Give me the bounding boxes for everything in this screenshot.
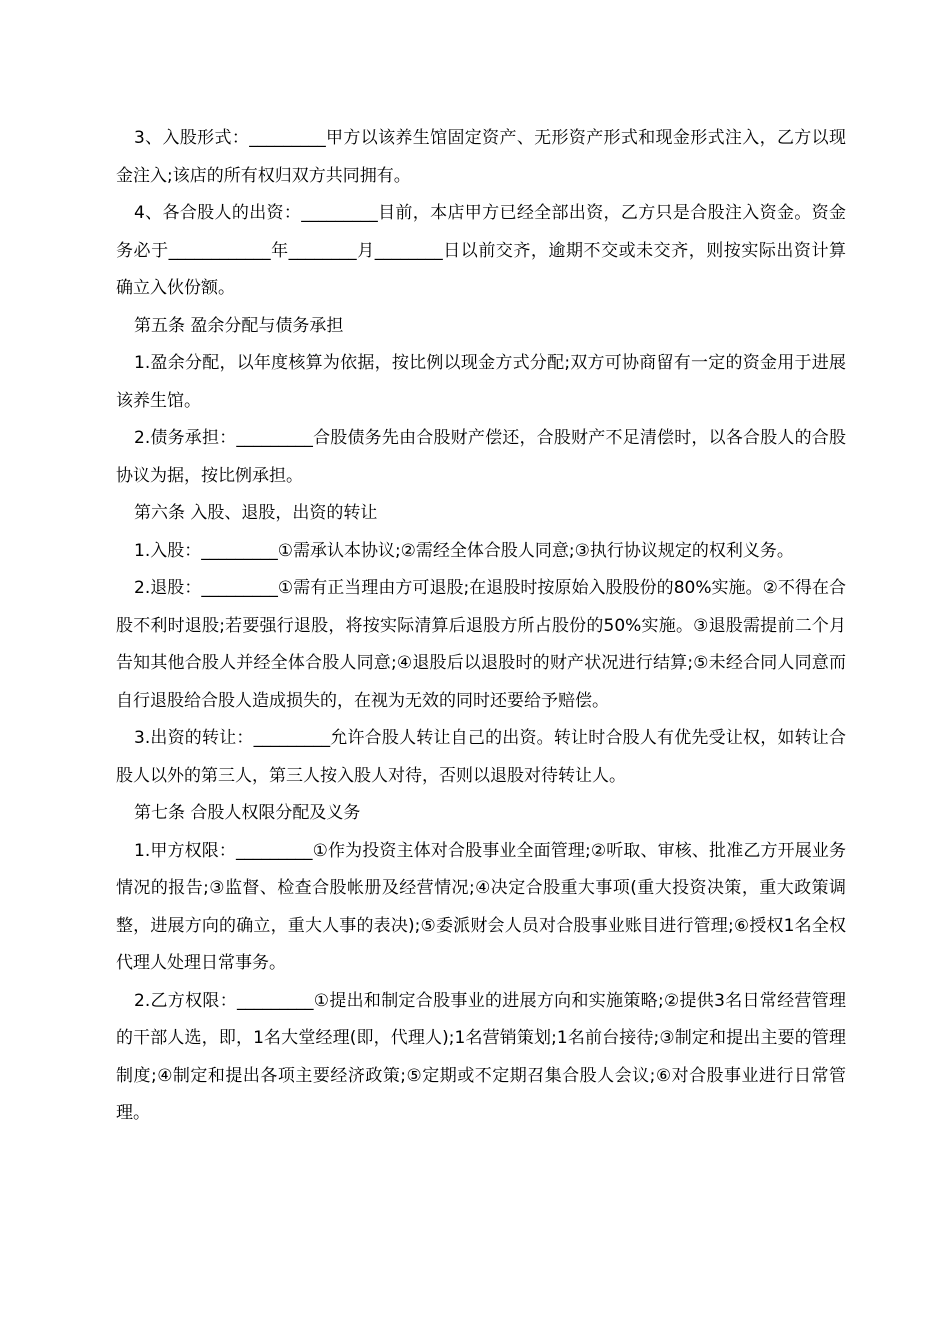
clause-profit-distribution: 1.盈余分配，以年度核算为依据，按比例以现金方式分配;双方可协商留有一定的资金用于进展该养生馆。: [116, 353, 846, 411]
clause-withdrawal: 2.退股：_________①需有正当理由方可退股;在退股时按原始入股股份的80%实施。②不得在合股不利时退股;若要强行退股，将按实际清算后退股方所占股份的50%实施。③退股需提前二个月告知其他合股人并经全体合股人同意;④退股后以退股时的财产状况进行结算;⑤未经合同人同意而自行退股给合股人造成损失的，在视为无效的同时还要给予赔偿。: [116, 578, 846, 711]
document-body: [116, 120, 846, 1133]
clause-investment-form: 3、入股形式：_________甲方以该养生馆固定资产、无形资产形式和现金形式注入，乙方以现金注入;该店的所有权归双方共同拥有。: [116, 128, 846, 186]
clause-joining: 1.入股：_________①需承认本协议;②需经全体合股人同意;③执行协议规定的权利义务。: [134, 540, 794, 561]
article-7-heading: 第七条 合股人权限分配及义务: [134, 803, 361, 823]
clause-debt-liability: 2.债务承担：_________合股债务先由合股财产偿还，合股财产不足清偿时，以各合股人的合股协议为据，按比例承担。: [116, 428, 846, 486]
article-6-heading: 第六条 入股、退股，出资的转让: [134, 503, 378, 523]
article-5-heading: 第五条 盈余分配与债务承担: [134, 315, 344, 336]
clause-capital-transfer: 3.出资的转让：_________允许合股人转让自己的出资。转让时合股人有优先受让权，如转让合股人以外的第三人，第三人按入股人对待，否则以退股对待转让人。: [116, 728, 846, 786]
clause-party-a-rights: 1.甲方权限：_________①作为投资主体对合股事业全面管理;②听取、审核、批准乙方开展业务情况的报告;③监督、检查合股帐册及经营情况;④决定合股重大事项(重大投资决策，重大政策调整，进展方向的确立，重大人事的表决);⑤委派财会人员对合股事业账目进行管理;⑥授权1名全权代理人处理日常事务。: [116, 840, 846, 973]
clause-capital-contribution: 4、各合股人的出资：_________目前，本店甲方已经全部出资，乙方只是合股注入资金。资金务必于____________年________月________日以前交齐，逾期不交或未交齐，则按实际出资计算确立入伙份额。: [116, 203, 846, 298]
clause-party-b-rights: 2.乙方权限：_________①提出和制定合股事业的进展方向和实施策略;②提供3名日常经营管理的干部人选，即，1名大堂经理(即，代理人);1名营销策划;1名前台接待;③制定和提出主要的管理制度;④制定和提出各项主要经济政策;⑤定期或不定期召集合股人会议;⑥对合股事业进行日常管理。: [116, 990, 846, 1123]
